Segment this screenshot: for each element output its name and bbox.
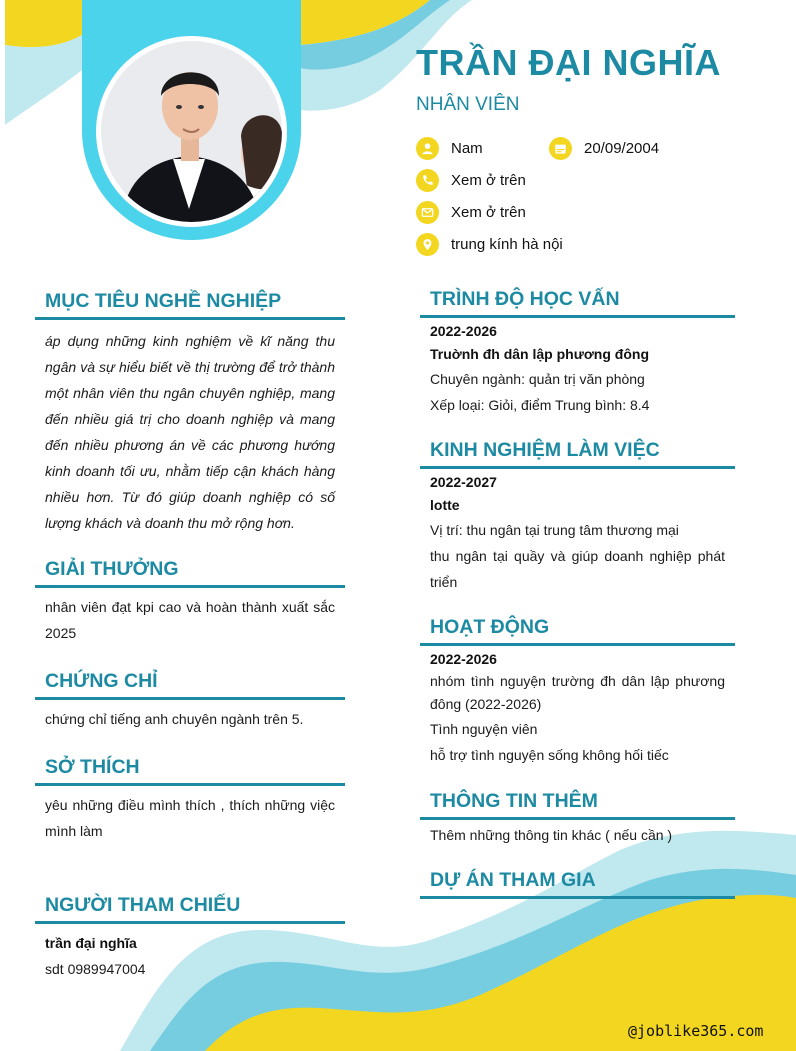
- calendar-icon: [549, 137, 572, 160]
- birthday-row: [549, 137, 659, 160]
- experience-position: Vị trí: thu ngân tại trung tâm thương mại: [430, 522, 679, 538]
- top-pale-blue-wave: [5, 35, 82, 125]
- address-value: trung kính hà nội: [451, 236, 563, 253]
- objective-text: áp dụng những kinh nghiệm về kĩ năng thu ngân và sự hiểu biết về thị trường để trở thành một nhân viên thu ngân chuyên nghiệp, mang đến nhiều giá trị cho doanh nghiệp và mang đến nhiều phương án về các phương hướng kinh doanh tối ưu, nhằm tiếp cận khách hàng nhiều hơn. Từ đó giúp doanh nghiệp có số lượng khách và doanh thu mở rộng hơn.: [45, 333, 335, 531]
- experience-section: [420, 439, 735, 595]
- section-title: KINH NGHIỆM LÀM VIỆC: [420, 439, 735, 469]
- location-pin-icon: [416, 233, 439, 256]
- experience-period: 2022-2027: [430, 474, 497, 490]
- section-title: DỰ ÁN THAM GIA: [420, 869, 735, 899]
- activities-section: [420, 616, 735, 768]
- candidate-name: TRẦN ĐẠI NGHĨA: [416, 42, 721, 83]
- projects-section: [420, 869, 735, 899]
- section-title: HOẠT ĐỘNG: [420, 616, 735, 646]
- education-grade: Xếp loại: Giỏi, điểm Trung bình: 8.4: [430, 397, 650, 413]
- certificates-text: chứng chỉ tiếng anh chuyên ngành trên 5.: [45, 711, 304, 727]
- birthday-value: 20/09/2004: [584, 140, 660, 157]
- email-row: [416, 201, 526, 224]
- user-icon: [416, 137, 439, 160]
- hobbies-section: [35, 756, 345, 844]
- activity-description: hỗ trợ tình nguyện sống không hối tiếc: [430, 747, 669, 763]
- experience-description: thu ngân tại quầy và giúp doanh nghiệp phát triển: [430, 548, 725, 590]
- section-title: CHỨNG CHỈ: [35, 670, 345, 700]
- awards-section: [35, 558, 345, 646]
- section-title: MỤC TIÊU NGHỀ NGHIỆP: [35, 290, 345, 320]
- education-major: Chuyên ngành: quản trị văn phòng: [430, 371, 645, 387]
- phone-icon: [416, 169, 439, 192]
- footer-brand: @joblike365.com: [628, 1022, 764, 1040]
- phone-value: Xem ở trên: [451, 172, 526, 189]
- gender-value: Nam: [451, 140, 483, 157]
- email-value: Xem ở trên: [451, 204, 526, 221]
- phone-row: [416, 169, 526, 192]
- section-title: TRÌNH ĐỘ HỌC VẤN: [420, 288, 735, 318]
- education-period: 2022-2026: [430, 323, 497, 339]
- experience-company: lotte: [430, 497, 460, 513]
- additional-info-section: [420, 790, 735, 846]
- gender-row: [416, 137, 483, 160]
- top-left-yellow-wave: [5, 0, 82, 47]
- reference-name: trần đại nghĩa: [45, 935, 137, 951]
- activity-period: 2022-2026: [430, 651, 497, 667]
- section-title: NGƯỜI THAM CHIẾU: [35, 894, 345, 924]
- hobbies-text: yêu những điều mình thích , thích những việc mình làm: [45, 797, 335, 839]
- education-section: [420, 288, 735, 418]
- certificates-section: [35, 670, 345, 732]
- section-title: GIẢI THƯỞNG: [35, 558, 345, 588]
- section-title: SỞ THÍCH: [35, 756, 345, 786]
- email-icon: [416, 201, 439, 224]
- education-school: Truờnh đh dân lập phương đông: [430, 346, 650, 362]
- activity-organization: nhóm tình nguyện trường đh dân lập phương đông (2022-2026): [430, 673, 725, 712]
- job-title: NHÂN VIÊN: [416, 94, 520, 115]
- section-title: THÔNG TIN THÊM: [420, 790, 735, 820]
- additional-info-text: Thêm những thông tin khác ( nếu cần ): [430, 827, 673, 843]
- activity-role: Tình nguyện viên: [430, 721, 538, 737]
- awards-text: nhân viên đạt kpi cao và hoàn thành xuất sắc 2025: [45, 599, 335, 641]
- objective-section: [35, 290, 345, 536]
- profile-photo: [101, 41, 282, 222]
- references-section: [35, 894, 345, 984]
- reference-phone: sdt 0989947004: [45, 961, 146, 977]
- address-row: [416, 233, 563, 256]
